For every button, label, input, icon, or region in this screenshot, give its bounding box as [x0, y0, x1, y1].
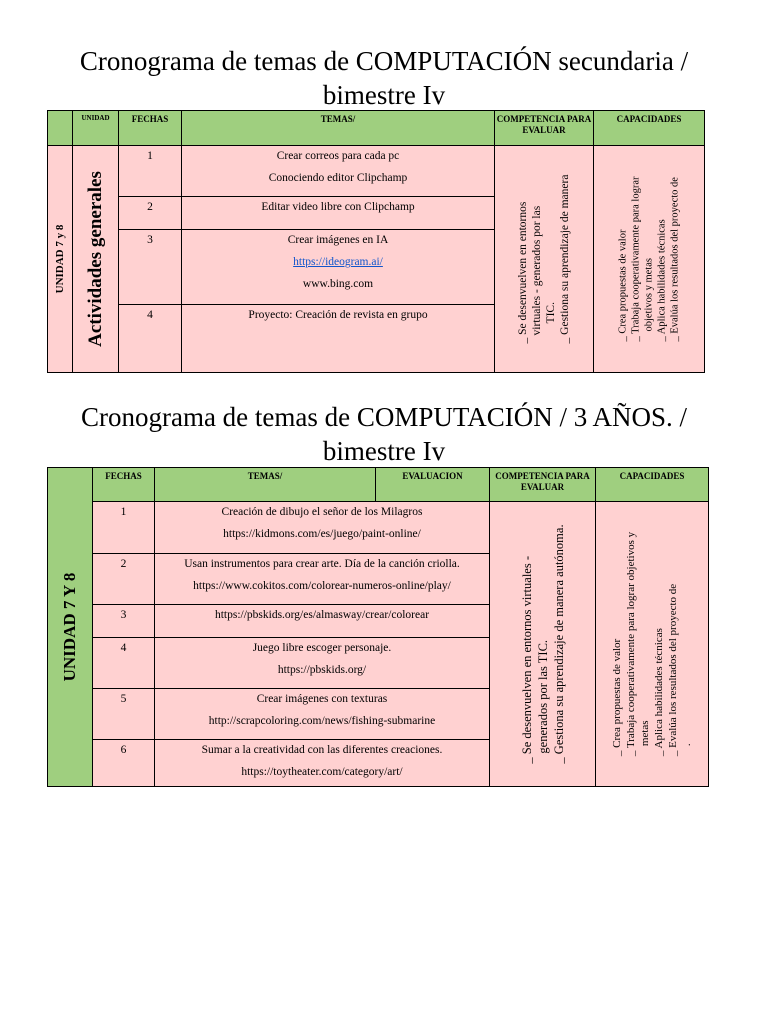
schedule1-header-temas: TEMAS/ [182, 111, 495, 146]
schedule1-header-unidad: UNIDAD [73, 111, 119, 146]
schedule2-table [47, 467, 709, 787]
schedule1-capacidad-line-1: _ Crea propuestas de valor [617, 229, 629, 342]
schedule2-capacidades-cell [596, 502, 709, 787]
schedule2-header-temas: TEMAS/ [155, 468, 376, 502]
schedule1-capacidad-line-2: _ Trabaja cooperativamente para lograr [630, 176, 642, 342]
schedule2-row-4-line-2: https://pbskids.org/ [277, 664, 367, 676]
schedule2-capacidades-text [610, 531, 694, 755]
schedule2-row-1 [48, 502, 709, 554]
schedule1-unit-subtitle-cell [73, 146, 119, 373]
schedule2-capacidad-line-2: _ Trabaja cooperativamente para lograr objetivos y [625, 531, 637, 756]
schedule1-unit-subtitle: Actividades generales [84, 171, 106, 347]
schedule1-header-capacidades: CAPACIDADES [594, 111, 705, 146]
schedule2-row-1-line-2: https://kidmons.com/es/juego/paint-online/ [223, 528, 421, 540]
schedule1-header-fechas: FECHAS [119, 111, 182, 146]
schedule2-row-3-line-1: https://pbskids.org/es/almasway/crear/colorear [214, 609, 430, 621]
schedule1-capacidad-line-5: _ Evalúa los resultados del proyecto de [669, 177, 681, 342]
schedule1-row-3-topic [182, 230, 495, 304]
schedule2-row-6-topic [155, 740, 490, 787]
schedule1-header-blank [48, 111, 73, 146]
schedule1-row-1-line-1: Crear correos para cada pc [276, 150, 400, 162]
schedule1-header-row [48, 111, 705, 146]
schedule1-row-3-line-3: www.bing.com [302, 278, 374, 291]
ideogram-link[interactable]: https://ideogram.ai/ [293, 256, 383, 269]
schedule2-title [0, 400, 768, 468]
schedule1-unit-label: UNIDAD 7 y 8 [54, 224, 66, 294]
schedule2-row-4-num: 4 [93, 638, 155, 689]
schedule2-row-4-line-1: Juego libre escoger personaje. [252, 642, 392, 654]
schedule1-row-4-topic [182, 304, 495, 372]
schedule2-row-6-line-2: https://toytheater.com/category/art/ [241, 766, 403, 778]
schedule1-title [0, 44, 768, 112]
schedule1-competencia-line-3: TIC. [545, 302, 557, 324]
schedule1-header-competencia: COMPETENCIA PARA EVALUAR [495, 111, 594, 146]
schedule1-row-1 [48, 146, 705, 197]
schedule2-capacidad-line-4: _ Aplica habilidades técnicas [653, 627, 665, 756]
schedule2-unit-label: UNIDAD 7 Y 8 [60, 572, 79, 682]
schedule1-competencia-text [516, 175, 572, 344]
schedule2-row-5-topic [155, 689, 490, 740]
schedule2-header-row [48, 468, 709, 502]
schedule1-capacidades-text [617, 176, 682, 341]
schedule2-row-1-topic [155, 502, 490, 554]
schedule1-row-3-num: 3 [119, 230, 182, 304]
schedule2-competencia-line-1: _ Se desenvuelven en entornos virtuales - [519, 555, 534, 764]
schedule2-row-2-num: 2 [93, 554, 155, 605]
schedule2-header-competencia: COMPETENCIA PARA EVALUAR [490, 468, 596, 502]
schedule1-row-1-topic [182, 146, 495, 197]
schedule1-competencia-line-2: virtuales - generados por las [531, 205, 543, 336]
schedule1-row-2-num: 2 [119, 197, 182, 230]
schedule1-table [47, 110, 705, 373]
schedule2-header-capacidades: CAPACIDADES [596, 468, 709, 502]
schedule1-competencia-line-1: _ Se desenvuelven en entornos [517, 201, 529, 344]
schedule1-row-2-topic [182, 197, 495, 230]
schedule1-competencia-cell [495, 146, 594, 373]
schedule2-title-line2: bimestre Iv [322, 436, 446, 466]
schedule1-title-line2: bimestre Iv [322, 80, 446, 110]
schedule1-title-line1: Cronograma de temas de COMPUTACIÓN secundaria / [79, 46, 689, 76]
schedule2-capacidad-line-3: metas [639, 719, 651, 746]
schedule2-unit-cell [48, 468, 93, 787]
schedule2-row-3-num: 3 [93, 605, 155, 638]
schedule2-capacidad-line-1: _ Crea propuestas de valor [611, 638, 623, 756]
schedule2-row-2-topic [155, 554, 490, 605]
schedule1-capacidades-cell [594, 146, 705, 373]
schedule2-capacidad-line-6: . [681, 742, 693, 746]
schedule2-header-fechas: FECHAS [93, 468, 155, 502]
schedule1-row-1-line-2: Conociendo editor Clipchamp [268, 172, 408, 184]
schedule1-capacidad-line-4: _ Aplica habilidades técnicas [656, 219, 668, 342]
schedule2-row-2-line-1: Usan instrumentos para crear arte. Día de la canción criolla. [184, 558, 460, 570]
schedule2-title-line1: Cronograma de temas de COMPUTACIÓN / 3 AÑOS. / [80, 402, 688, 432]
schedule1-row-3-line-1: Crear imágenes en IA [287, 234, 389, 247]
schedule2-capacidad-line-5: _ Evalúa los resultados del proyecto de [667, 583, 679, 756]
schedule1-row-4-num: 4 [119, 304, 182, 372]
schedule2-competencia-line-2: generados por las TIC. [535, 639, 550, 754]
schedule2-row-5-num: 5 [93, 689, 155, 740]
schedule1-capacidad-line-3: objetivos y metas [643, 258, 655, 332]
schedule2-row-6-line-1: Sumar a la creatividad con las diferentes creaciones. [201, 744, 443, 756]
schedule2-row-2-line-2: https://www.cokitos.com/colorear-numeros-online/play/ [193, 580, 451, 592]
schedule1-row-4-line-1: Proyecto: Creación de revista en grupo [248, 308, 428, 321]
schedule1-unit-cell [48, 146, 73, 373]
schedule2-row-5-line-2: http://scrapcoloring.com/news/fishing-submarine [208, 715, 436, 727]
schedule2-header-evaluacion: EVALUACION [376, 468, 490, 502]
schedule2-row-1-num: 1 [93, 502, 155, 554]
schedule1-row-2-line-1: Editar video libre con Clipchamp [261, 201, 415, 214]
schedule2-competencia-text [519, 524, 567, 763]
schedule2-row-1-line-1: Creación de dibujo el señor de los Milagros [221, 506, 423, 518]
schedule1-competencia-line-4: _ Gestiona su aprendizaje de manera [559, 174, 571, 344]
schedule2-row-6-num: 6 [93, 740, 155, 787]
schedule2-competencia-cell [490, 502, 596, 787]
schedule2-row-3-topic [155, 605, 490, 638]
schedule2-row-4-topic [155, 638, 490, 689]
schedule2-row-5-line-1: Crear imágenes con texturas [256, 693, 388, 705]
schedule1-row-1-num: 1 [119, 146, 182, 197]
schedule2-competencia-line-3: _ Gestiona su aprendizaje de manera autónoma. [551, 523, 566, 764]
